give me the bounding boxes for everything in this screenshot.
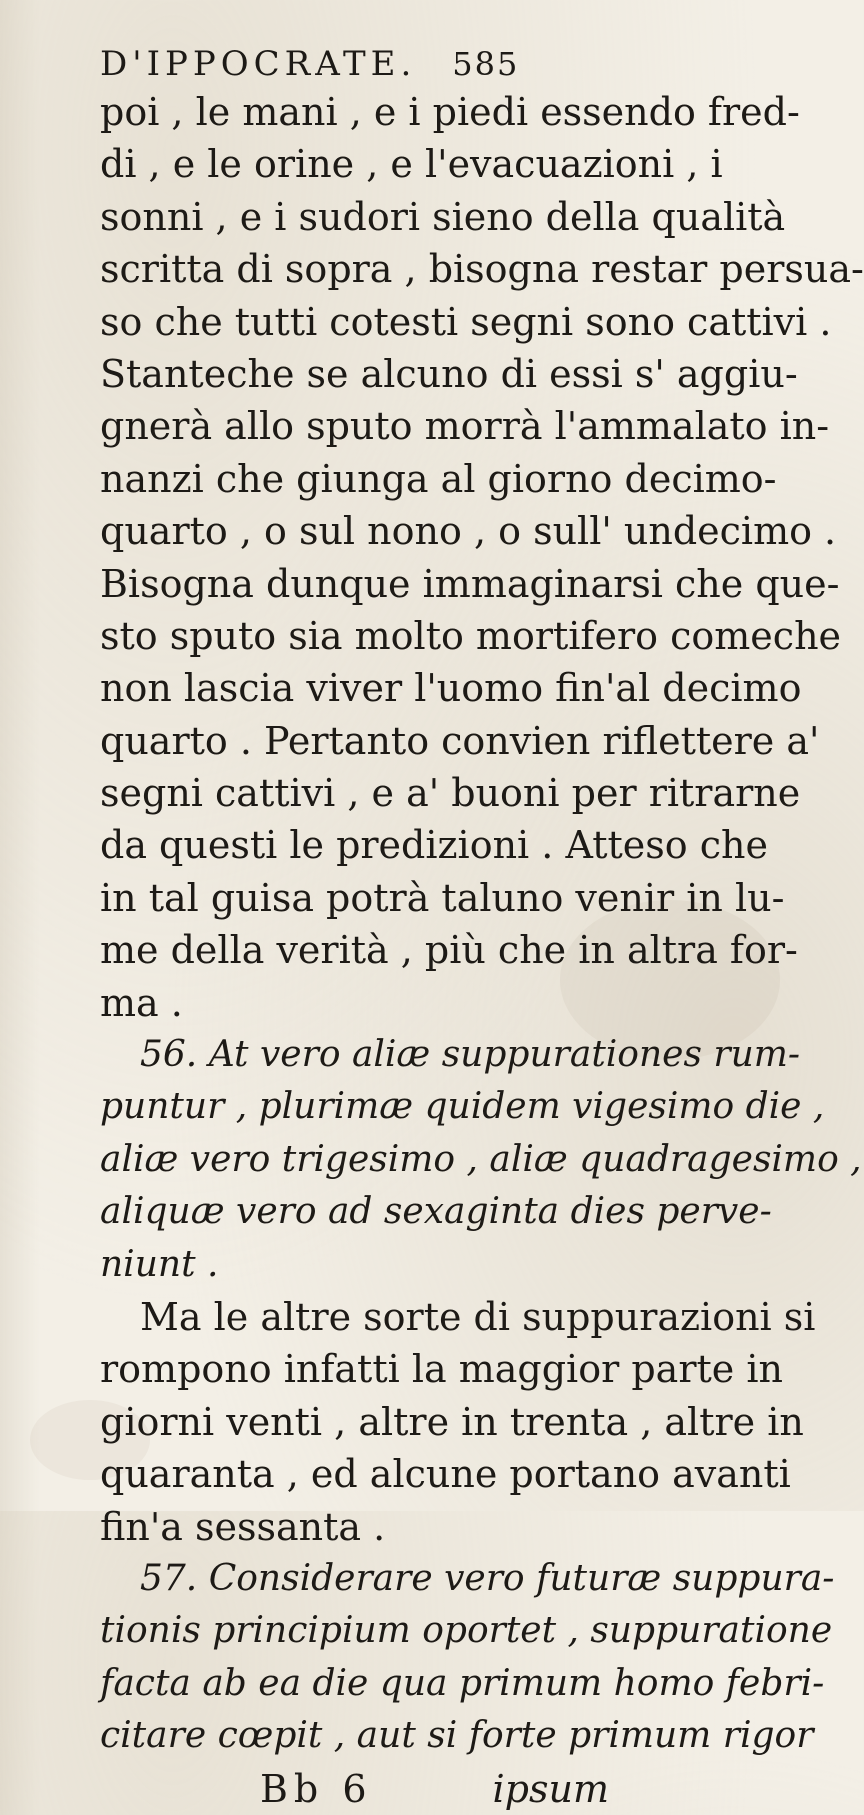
running-header [100, 34, 720, 94]
body-text [20, 86, 864, 1815]
text-line: 57. Considerare vero futuræ suppura- [140, 1557, 835, 1599]
text-line: non lascia viver l'uomo fin'al decimo [100, 666, 802, 711]
text-line: di , e le orine , e l'evacuazioni , i [100, 142, 723, 187]
text-line: aliæ vero trigesimo , aliæ quadragesimo , [100, 1138, 862, 1180]
text-line: fin'a sessanta . [100, 1504, 386, 1549]
page-number: 585 [452, 45, 520, 83]
text-line: nanzi che giunga al giorno decimo- [100, 456, 777, 501]
text-line: me della verità , più che in altra for- [100, 928, 798, 973]
text-line: aliquæ vero ad sexaginta dies perve- [100, 1191, 772, 1233]
text-line: sto sputo sia molto mortifero comeche [100, 613, 842, 658]
text-line: gnerà allo sputo morrà l'ammalato in- [100, 404, 830, 449]
text-line: quarto . Pertanto convien riflettere a' [100, 718, 820, 763]
catchword: ipsum [492, 1766, 610, 1811]
text-line: niunt . [100, 1243, 219, 1285]
page-footer [20, 1763, 780, 1815]
signature-mark: Bb 6 [260, 1766, 373, 1811]
text-line: da questi le predizioni . Atteso che [100, 823, 768, 868]
text-line: 56. At vero aliæ suppurationes rum- [140, 1034, 801, 1076]
text-line: scritta di sopra , bisogna restar persua- [100, 247, 864, 292]
text-line: giorni venti , altre in trenta , altre in [100, 1399, 804, 1444]
text-line: facta ab ea die qua primum homo febri- [100, 1662, 825, 1704]
text-line: segni cattivi , e a' buoni per ritrarne [100, 771, 801, 816]
text-line: quarto , o sul nono , o sull' undecimo . [100, 509, 837, 554]
running-title: D'IPPOCRATE. [100, 44, 417, 84]
text-line: puntur , plurimæ quidem vigesimo die , [100, 1086, 825, 1128]
text-line: in tal guisa potrà taluno venir in lu- [100, 875, 785, 920]
text-line: rompono infatti la maggior parte in [100, 1347, 783, 1392]
text-line: quaranta , ed alcune portano avanti [100, 1452, 791, 1497]
text-line: citare cœpit , aut si forte primum rigor [100, 1715, 814, 1757]
text-line: ma . [100, 980, 183, 1025]
text-line: Bisogna dunque immaginarsi che que- [100, 561, 840, 606]
text-line: so che tutti cotesti segni sono cattivi . [100, 299, 832, 344]
text-line: tionis principium oportet , suppuratione [100, 1610, 833, 1652]
text-line: Stanteche se alcuno di essi s' aggiu- [100, 351, 798, 396]
text-line: sonni , e i sudori sieno della qualità [100, 194, 786, 239]
text-line: poi , le mani , e i piedi essendo fred- [100, 90, 800, 134]
text-line: Ma le altre sorte di suppurazioni si [140, 1294, 816, 1339]
